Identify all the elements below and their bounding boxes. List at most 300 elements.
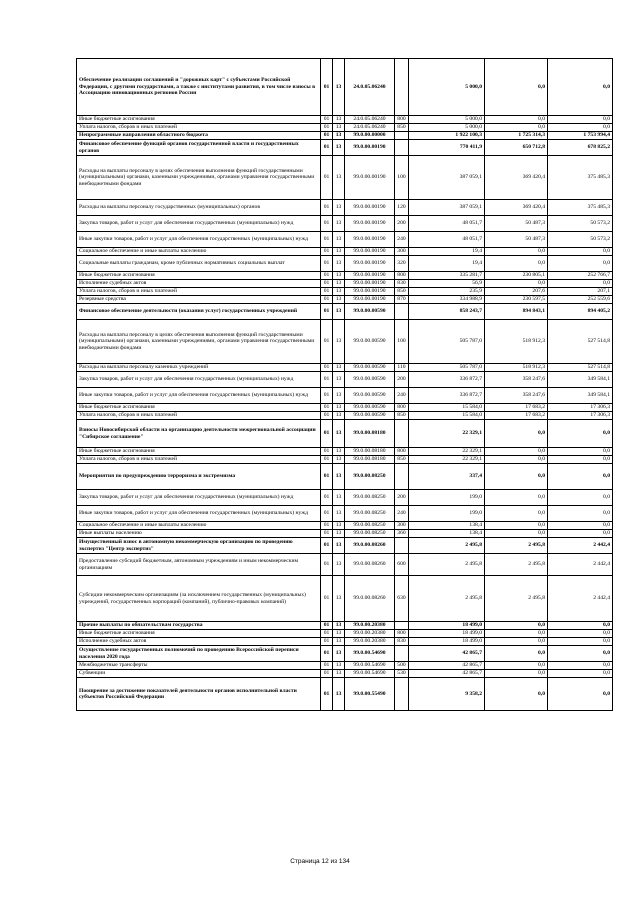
- amount-year-3-cell: 375 485,3: [548, 200, 613, 216]
- target-article-cell: 99.0.00.00190: [345, 140, 395, 156]
- amount-year-2-cell: 17 683,2: [485, 412, 548, 420]
- expense-type-cell: 500: [395, 662, 409, 670]
- subsection-code-cell: 13: [333, 630, 345, 638]
- target-article-cell: 99.0.00.00190: [345, 296, 395, 304]
- expense-type-cell: 120: [395, 200, 409, 216]
- expense-type-cell: 850: [395, 288, 409, 296]
- expense-name-cell: Расходы на выплаты персоналу государственных (муниципальных) органов: [77, 200, 321, 216]
- target-article-cell: 99.0.00.00190: [345, 248, 395, 256]
- amount-year-2-cell: 0,0: [485, 630, 548, 638]
- amount-year-1-cell: 22 329,1: [409, 456, 485, 464]
- amount-year-1-cell: 18 499,0: [409, 622, 485, 630]
- subsection-code-cell: 13: [333, 662, 345, 670]
- table-row: [77, 420, 613, 448]
- amount-year-2-cell: 894 843,1: [485, 304, 548, 320]
- amount-year-3-cell: 1 753 994,4: [548, 132, 613, 140]
- expense-name-cell: Закупка товаров, работ и услуг для обеспечения государственных (муниципальных) нужд: [77, 216, 321, 232]
- section-code-cell: 01: [321, 388, 333, 404]
- expense-type-cell: 300: [395, 248, 409, 256]
- table-row: [77, 404, 613, 412]
- section-code-cell: 01: [321, 464, 333, 490]
- subsection-code-cell: 13: [333, 622, 345, 630]
- section-code-cell: 01: [321, 116, 333, 124]
- expense-name-cell: Иные бюджетные ассигнования: [77, 630, 321, 638]
- table-row: [77, 140, 613, 156]
- expense-name-cell: Обеспечение реализации соглашений и "дорожных карт" с субъектами Российской Федерации, с другими государствами, а также с институтами развития, в том числе взносы в Ассоциацию инновационных регионов России: [77, 59, 321, 116]
- table-row: [77, 372, 613, 388]
- expense-name-cell: Иные закупки товаров, работ и услуг для обеспечения государственных (муниципальных) нужд: [77, 506, 321, 522]
- amount-year-3-cell: 0,0: [548, 622, 613, 630]
- table-row: [77, 630, 613, 638]
- target-article-cell: 99.0.00.08250: [345, 530, 395, 538]
- section-code-cell: 01: [321, 662, 333, 670]
- target-article-cell: 99.0.00.00190: [345, 280, 395, 288]
- budget-table-sheet: [76, 58, 612, 711]
- subsection-code-cell: 13: [333, 200, 345, 216]
- section-code-cell: 01: [321, 256, 333, 272]
- subsection-code-cell: 13: [333, 59, 345, 116]
- expense-name-cell: Межбюджетные трансферты: [77, 662, 321, 670]
- section-code-cell: 01: [321, 490, 333, 506]
- target-article-cell: 99.0.00.08260: [345, 538, 395, 554]
- expense-name-cell: Поощрение за достижение показателей деятельности органов исполнительной власти субъектов Российской Федерации: [77, 678, 321, 711]
- amount-year-1-cell: 5 000,0: [409, 124, 485, 132]
- amount-year-2-cell: 369 420,4: [485, 200, 548, 216]
- amount-year-1-cell: 387 059,1: [409, 156, 485, 200]
- table-row: [77, 670, 613, 678]
- amount-year-3-cell: 2 442,4: [548, 554, 613, 576]
- subsection-code-cell: 13: [333, 140, 345, 156]
- target-article-cell: 99.0.00.54690: [345, 662, 395, 670]
- amount-year-2-cell: 0,0: [485, 678, 548, 711]
- table-row: [77, 646, 613, 662]
- amount-year-2-cell: 2 495,8: [485, 538, 548, 554]
- subsection-code-cell: 13: [333, 490, 345, 506]
- expense-type-cell: [395, 59, 409, 116]
- target-article-cell: 99.0.00.08180: [345, 456, 395, 464]
- amount-year-3-cell: 0,0: [548, 638, 613, 646]
- expense-type-cell: [395, 420, 409, 448]
- table-row: [77, 256, 613, 272]
- expense-name-cell: Осуществление государственных полномочий по проведению Всероссийской переписи населения 2020 года: [77, 646, 321, 662]
- expense-type-cell: 850: [395, 124, 409, 132]
- subsection-code-cell: 13: [333, 404, 345, 412]
- amount-year-1-cell: 387 059,1: [409, 200, 485, 216]
- expense-type-cell: 100: [395, 320, 409, 364]
- expense-type-cell: 300: [395, 522, 409, 530]
- subsection-code-cell: 13: [333, 232, 345, 248]
- expense-name-cell: Расходы на выплаты персоналу в целях обеспечения выполнения функций государственными (муниципальными) органами, казенными учреждениями, органами управления государственными внебюджетными фондами: [77, 320, 321, 364]
- amount-year-2-cell: 369 420,4: [485, 156, 548, 200]
- amount-year-3-cell: 349 584,1: [548, 372, 613, 388]
- expense-name-cell: Социальные выплаты гражданам, кроме публичных нормативных социальных выплат: [77, 256, 321, 272]
- section-code-cell: 01: [321, 638, 333, 646]
- expense-type-cell: 800: [395, 630, 409, 638]
- amount-year-1-cell: 15 584,0: [409, 412, 485, 420]
- section-code-cell: 01: [321, 646, 333, 662]
- subsection-code-cell: 13: [333, 216, 345, 232]
- table-row: [77, 522, 613, 530]
- table-row: [77, 124, 613, 132]
- section-code-cell: 01: [321, 59, 333, 116]
- amount-year-1-cell: 22 329,1: [409, 420, 485, 448]
- subsection-code-cell: 13: [333, 646, 345, 662]
- amount-year-2-cell: 0,0: [485, 622, 548, 630]
- expense-type-cell: 240: [395, 232, 409, 248]
- table-row: [77, 638, 613, 646]
- table-row: [77, 456, 613, 464]
- section-code-cell: 01: [321, 200, 333, 216]
- amount-year-2-cell: 0,0: [485, 464, 548, 490]
- amount-year-2-cell: 358 247,6: [485, 372, 548, 388]
- subsection-code-cell: 13: [333, 256, 345, 272]
- table-row: [77, 490, 613, 506]
- target-article-cell: 99.0.00.00190: [345, 216, 395, 232]
- section-code-cell: 01: [321, 522, 333, 530]
- expense-type-cell: 200: [395, 372, 409, 388]
- amount-year-1-cell: 2 495,8: [409, 554, 485, 576]
- expense-type-cell: 630: [395, 576, 409, 622]
- amount-year-3-cell: 0,0: [548, 646, 613, 662]
- table-row: [77, 132, 613, 140]
- expense-type-cell: 800: [395, 116, 409, 124]
- amount-year-3-cell: 2 442,4: [548, 576, 613, 622]
- amount-year-3-cell: 0,0: [548, 506, 613, 522]
- section-code-cell: 01: [321, 372, 333, 388]
- section-code-cell: 01: [321, 678, 333, 711]
- amount-year-3-cell: 0,0: [548, 490, 613, 506]
- amount-year-1-cell: 18 499,0: [409, 630, 485, 638]
- section-code-cell: 01: [321, 272, 333, 280]
- subsection-code-cell: 13: [333, 272, 345, 280]
- subsection-code-cell: 13: [333, 132, 345, 140]
- section-code-cell: 01: [321, 280, 333, 288]
- expense-name-cell: Субсидии некоммерческим организациям (за исключением государственных (муниципальных) учреждений, государственных корпораций (компаний), публично-правовых компаний): [77, 576, 321, 622]
- subsection-code-cell: 13: [333, 538, 345, 554]
- target-article-cell: 99.0.00.00190: [345, 272, 395, 280]
- amount-year-3-cell: 50 573,2: [548, 216, 613, 232]
- amount-year-2-cell: 650 712,8: [485, 140, 548, 156]
- amount-year-3-cell: 0,0: [548, 456, 613, 464]
- subsection-code-cell: 13: [333, 506, 345, 522]
- section-code-cell: 01: [321, 140, 333, 156]
- table-row: [77, 448, 613, 456]
- subsection-code-cell: 13: [333, 156, 345, 200]
- expense-name-cell: Мероприятия по предупреждению терроризма и экстремизма: [77, 464, 321, 490]
- section-code-cell: 01: [321, 538, 333, 554]
- table-row: [77, 576, 613, 622]
- amount-year-2-cell: 2 495,8: [485, 554, 548, 576]
- expense-name-cell: Расходы на выплаты персоналу в целях обеспечения выполнения функций государственными (муниципальными) органами, казенными учреждениями, органами управления государственными внебюджетными фондами: [77, 156, 321, 200]
- target-article-cell: 99.0.00.00190: [345, 288, 395, 296]
- target-article-cell: 99.0.00.20380: [345, 622, 395, 630]
- page-number-footer: Страница 12 из 134: [290, 858, 350, 865]
- section-code-cell: 01: [321, 296, 333, 304]
- amount-year-2-cell: 0,0: [485, 448, 548, 456]
- subsection-code-cell: 13: [333, 448, 345, 456]
- expense-name-cell: Уплата налогов, сборов и иных платежей: [77, 124, 321, 132]
- amount-year-3-cell: 894 405,2: [548, 304, 613, 320]
- subsection-code-cell: 13: [333, 678, 345, 711]
- amount-year-2-cell: 207,6: [485, 288, 548, 296]
- amount-year-1-cell: 235,9: [409, 288, 485, 296]
- section-code-cell: 01: [321, 248, 333, 256]
- target-article-cell: 99.0.00.08260: [345, 576, 395, 622]
- table-row: [77, 506, 613, 522]
- target-article-cell: 99.0.00.00590: [345, 412, 395, 420]
- expense-type-cell: 850: [395, 412, 409, 420]
- expense-type-cell: 110: [395, 364, 409, 372]
- table-row: [77, 272, 613, 280]
- table-row: [77, 622, 613, 630]
- amount-year-2-cell: 0,0: [485, 420, 548, 448]
- table-row: [77, 156, 613, 200]
- amount-year-3-cell: 0,0: [548, 530, 613, 538]
- section-code-cell: 01: [321, 622, 333, 630]
- amount-year-2-cell: 0,0: [485, 456, 548, 464]
- amount-year-1-cell: 19,4: [409, 256, 485, 272]
- section-code-cell: 01: [321, 506, 333, 522]
- target-article-cell: 99.0.00.00590: [345, 372, 395, 388]
- expense-type-cell: [395, 464, 409, 490]
- target-article-cell: 99.0.00.20380: [345, 630, 395, 638]
- expense-type-cell: 100: [395, 156, 409, 200]
- amount-year-2-cell: 518 912,3: [485, 364, 548, 372]
- target-article-cell: 99.0.00.00590: [345, 404, 395, 412]
- subsection-code-cell: 13: [333, 638, 345, 646]
- amount-year-2-cell: 230 805,1: [485, 272, 548, 280]
- expense-name-cell: Социальное обеспечение и иные выплаты населению: [77, 248, 321, 256]
- expense-type-cell: [395, 646, 409, 662]
- target-article-cell: 99.0.00.00590: [345, 364, 395, 372]
- amount-year-1-cell: 337,4: [409, 464, 485, 490]
- expense-name-cell: Прочие выплаты по обязательствам государства: [77, 622, 321, 630]
- expense-type-cell: 800: [395, 272, 409, 280]
- subsection-code-cell: 13: [333, 116, 345, 124]
- expense-name-cell: Иные выплаты населению: [77, 530, 321, 538]
- amount-year-1-cell: 138,4: [409, 522, 485, 530]
- section-code-cell: 01: [321, 448, 333, 456]
- expense-type-cell: 870: [395, 296, 409, 304]
- amount-year-1-cell: 19,4: [409, 248, 485, 256]
- table-row: [77, 200, 613, 216]
- amount-year-1-cell: 1 922 100,3: [409, 132, 485, 140]
- expense-name-cell: Иные закупки товаров, работ и услуг для обеспечения государственных (муниципальных) нужд: [77, 388, 321, 404]
- amount-year-2-cell: 0,0: [485, 248, 548, 256]
- expense-name-cell: Имущественный взнос в автономную некоммерческую организацию по проведению экспертиз "Центр экспертиз": [77, 538, 321, 554]
- subsection-code-cell: 13: [333, 420, 345, 448]
- amount-year-3-cell: 17 306,3: [548, 412, 613, 420]
- amount-year-3-cell: 50 573,2: [548, 232, 613, 248]
- table-row: [77, 538, 613, 554]
- target-article-cell: 99.0.00.54690: [345, 670, 395, 678]
- expense-type-cell: 530: [395, 670, 409, 678]
- target-article-cell: 99.0.00.08250: [345, 522, 395, 530]
- section-code-cell: 01: [321, 670, 333, 678]
- target-article-cell: 99.0.00.08250: [345, 490, 395, 506]
- expense-name-cell: Иные бюджетные ассигнования: [77, 404, 321, 412]
- amount-year-3-cell: 0,0: [548, 59, 613, 116]
- subsection-code-cell: 13: [333, 456, 345, 464]
- target-article-cell: 99.0.00.08180: [345, 448, 395, 456]
- section-code-cell: 01: [321, 304, 333, 320]
- expense-type-cell: 830: [395, 280, 409, 288]
- amount-year-3-cell: 0,0: [548, 420, 613, 448]
- expense-name-cell: Уплата налогов, сборов и иных платежей: [77, 456, 321, 464]
- amount-year-3-cell: 0,0: [548, 448, 613, 456]
- amount-year-3-cell: 252 559,6: [548, 296, 613, 304]
- section-code-cell: 01: [321, 404, 333, 412]
- table-row: [77, 232, 613, 248]
- target-article-cell: 99.0.00.08260: [345, 554, 395, 576]
- expense-name-cell: Уплата налогов, сборов и иных платежей: [77, 288, 321, 296]
- amount-year-1-cell: 5 000,0: [409, 116, 485, 124]
- subsection-code-cell: 13: [333, 124, 345, 132]
- expense-name-cell: Непрограммные направления областного бюджета: [77, 132, 321, 140]
- amount-year-2-cell: 1 725 314,3: [485, 132, 548, 140]
- amount-year-2-cell: 0,0: [485, 646, 548, 662]
- expense-type-cell: 800: [395, 404, 409, 412]
- target-article-cell: 99.0.00.00190: [345, 256, 395, 272]
- target-article-cell: 99.0.00.08250: [345, 506, 395, 522]
- expense-type-cell: 850: [395, 456, 409, 464]
- subsection-code-cell: 13: [333, 248, 345, 256]
- amount-year-3-cell: 0,0: [548, 678, 613, 711]
- section-code-cell: 01: [321, 554, 333, 576]
- amount-year-3-cell: 527 514,8: [548, 364, 613, 372]
- amount-year-3-cell: 0,0: [548, 116, 613, 124]
- amount-year-2-cell: 0,0: [485, 59, 548, 116]
- amount-year-1-cell: 505 787,0: [409, 364, 485, 372]
- subsection-code-cell: 13: [333, 670, 345, 678]
- amount-year-2-cell: 0,0: [485, 522, 548, 530]
- subsection-code-cell: 13: [333, 304, 345, 320]
- table-row: [77, 296, 613, 304]
- expense-type-cell: [395, 132, 409, 140]
- amount-year-2-cell: 0,0: [485, 490, 548, 506]
- target-article-cell: 24.0.05.06240: [345, 59, 395, 116]
- expense-type-cell: [395, 140, 409, 156]
- subsection-code-cell: 13: [333, 530, 345, 538]
- target-article-cell: 99.0.00.00000: [345, 132, 395, 140]
- section-code-cell: 01: [321, 124, 333, 132]
- amount-year-3-cell: 527 514,8: [548, 320, 613, 364]
- expense-name-cell: Социальное обеспечение и иные выплаты населению: [77, 522, 321, 530]
- expense-name-cell: Расходы на выплаты персоналу казенных учреждений: [77, 364, 321, 372]
- expense-type-cell: [395, 304, 409, 320]
- amount-year-1-cell: 770 411,9: [409, 140, 485, 156]
- table-row: [77, 678, 613, 711]
- expense-name-cell: Предоставление субсидий бюджетным, автономным учреждениям и иным некоммерческим организациям: [77, 554, 321, 576]
- expense-name-cell: Взносы Новосибирской области на организацию деятельности межрегиональной ассоциации "Сибирское соглашение": [77, 420, 321, 448]
- amount-year-1-cell: 334 988,9: [409, 296, 485, 304]
- amount-year-1-cell: 336 872,7: [409, 372, 485, 388]
- amount-year-1-cell: 858 243,7: [409, 304, 485, 320]
- subsection-code-cell: 13: [333, 412, 345, 420]
- expense-name-cell: Иные бюджетные ассигнования: [77, 272, 321, 280]
- table-row: [77, 530, 613, 538]
- target-article-cell: 99.0.00.00590: [345, 304, 395, 320]
- amount-year-2-cell: 50 487,3: [485, 216, 548, 232]
- table-row: [77, 116, 613, 124]
- table-row: [77, 216, 613, 232]
- subsection-code-cell: 13: [333, 296, 345, 304]
- amount-year-3-cell: 375 485,3: [548, 156, 613, 200]
- target-article-cell: 99.0.00.08250: [345, 464, 395, 490]
- expense-type-cell: 240: [395, 388, 409, 404]
- subsection-code-cell: 13: [333, 554, 345, 576]
- expense-type-cell: 320: [395, 256, 409, 272]
- amount-year-3-cell: 252 766,7: [548, 272, 613, 280]
- amount-year-1-cell: 2 495,8: [409, 576, 485, 622]
- amount-year-2-cell: 0,0: [485, 638, 548, 646]
- section-code-cell: 01: [321, 216, 333, 232]
- subsection-code-cell: 13: [333, 288, 345, 296]
- expense-name-cell: Иные бюджетные ассигнования: [77, 116, 321, 124]
- amount-year-2-cell: 0,0: [485, 116, 548, 124]
- subsection-code-cell: 13: [333, 464, 345, 490]
- expense-name-cell: Финансовое обеспечение деятельности (оказания услуг) государственных учреждений: [77, 304, 321, 320]
- target-article-cell: 99.0.00.00190: [345, 200, 395, 216]
- expense-name-cell: Закупка товаров, работ и услуг для обеспечения государственных (муниципальных) нужд: [77, 490, 321, 506]
- amount-year-1-cell: 48 051,7: [409, 232, 485, 248]
- amount-year-1-cell: 336 872,7: [409, 388, 485, 404]
- amount-year-3-cell: 349 584,1: [548, 388, 613, 404]
- amount-year-3-cell: 0,0: [548, 124, 613, 132]
- amount-year-2-cell: 0,0: [485, 124, 548, 132]
- amount-year-2-cell: 50 487,3: [485, 232, 548, 248]
- table-row: [77, 280, 613, 288]
- amount-year-1-cell: 2 495,8: [409, 538, 485, 554]
- budget-table-body: [77, 59, 613, 711]
- section-code-cell: 01: [321, 320, 333, 364]
- amount-year-1-cell: 42 865,7: [409, 662, 485, 670]
- table-row: [77, 288, 613, 296]
- section-code-cell: 01: [321, 132, 333, 140]
- amount-year-1-cell: 335 281,7: [409, 272, 485, 280]
- amount-year-1-cell: 199,0: [409, 506, 485, 522]
- target-article-cell: 99.0.00.00190: [345, 156, 395, 200]
- amount-year-2-cell: 0,0: [485, 670, 548, 678]
- target-article-cell: 99.0.00.54690: [345, 646, 395, 662]
- amount-year-2-cell: 17 683,2: [485, 404, 548, 412]
- subsection-code-cell: 13: [333, 522, 345, 530]
- subsection-code-cell: 13: [333, 388, 345, 404]
- table-row: [77, 59, 613, 116]
- subsection-code-cell: 13: [333, 372, 345, 388]
- section-code-cell: 01: [321, 156, 333, 200]
- target-article-cell: 99.0.00.20380: [345, 638, 395, 646]
- amount-year-2-cell: 230 597,5: [485, 296, 548, 304]
- amount-year-3-cell: 678 825,2: [548, 140, 613, 156]
- amount-year-1-cell: 9 358,2: [409, 678, 485, 711]
- amount-year-2-cell: 0,0: [485, 506, 548, 522]
- amount-year-1-cell: 199,0: [409, 490, 485, 506]
- subsection-code-cell: 13: [333, 576, 345, 622]
- amount-year-3-cell: 0,0: [548, 670, 613, 678]
- expense-type-cell: 830: [395, 638, 409, 646]
- amount-year-3-cell: 2 442,4: [548, 538, 613, 554]
- amount-year-2-cell: 358 247,6: [485, 388, 548, 404]
- section-code-cell: 01: [321, 530, 333, 538]
- amount-year-1-cell: 22 329,1: [409, 448, 485, 456]
- expense-type-cell: 360: [395, 530, 409, 538]
- amount-year-1-cell: 42 865,7: [409, 646, 485, 662]
- target-article-cell: 99.0.00.00190: [345, 232, 395, 248]
- subsection-code-cell: 13: [333, 280, 345, 288]
- expense-name-cell: Иные бюджетные ассигнования: [77, 448, 321, 456]
- section-code-cell: 01: [321, 288, 333, 296]
